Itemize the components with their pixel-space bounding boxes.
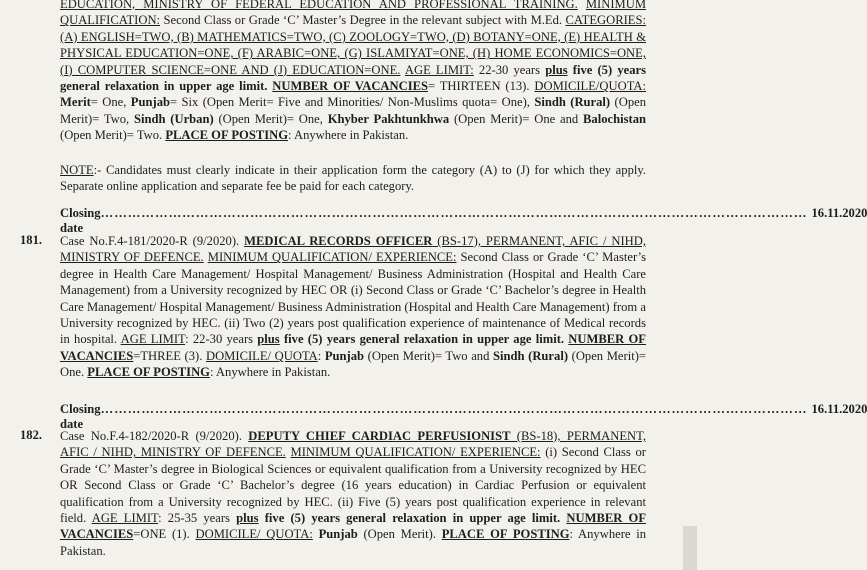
closing-date-label: Closing date	[60, 206, 101, 235]
case-182-section	[60, 428, 646, 559]
domicile-label: DOMICILE/ QUOTA:	[195, 527, 313, 542]
punjab-label: Punjab	[318, 527, 358, 542]
age-relax-text: five (5) years general relaxation in upper age limit.	[258, 511, 567, 526]
age-limit-label: AGE LIMIT	[91, 511, 159, 526]
domicile-text: :	[317, 348, 325, 363]
age-relax-text: five (5) years general relaxation in upper age limit.	[60, 62, 646, 94]
vacancies-text: =ONE (1).	[133, 527, 196, 542]
punjab-text: (Open Merit)= Two and	[364, 348, 494, 363]
posting-text: : Anywhere in Pakistan.	[288, 128, 409, 143]
age-relax-plus: plus	[545, 62, 568, 77]
punjab-label: Punjab	[324, 348, 365, 363]
case-181-section	[60, 233, 646, 381]
punjab-label: Punjab	[130, 95, 170, 110]
age-relax-text: five (5) years general relaxation in upper age limit.	[279, 332, 569, 347]
min-qual-label: MINIMUM QUALIFICATION:	[60, 0, 647, 28]
page-edge-shadow	[683, 526, 697, 570]
age-limit-text: : 22-30 years	[185, 332, 258, 347]
categories-text: (A) ENGLISH=TWO, (B) MATHEMATICS=TWO, (C) ZOOLOGY=TWO, (D) BOTANY=ONE, (E) HEALTH & PHYSICAL EDUCATION=ONE, (F) ARABIC=ONE, (G) ISLAMIYAT=ONE, (H) HOME ECONOMICS=ONE, (I) COMPUTER SCIENCE=ONE AND (J) EDUCATION=ONE.	[60, 29, 646, 77]
age-limit-label: AGE LIMIT:	[404, 62, 474, 77]
age-relax-plus: plus	[257, 332, 280, 347]
closing-date-label: Closing date	[60, 402, 101, 431]
note-text: :- Candidates must clearly indicate in their application form the category (A) to (J) for which they apply. Separate online application and separate fee be paid for each category.	[60, 163, 646, 194]
sindh-rural-text: (Open Merit)= One.	[60, 348, 646, 380]
note-label: NOTE	[60, 163, 94, 177]
note-paragraph	[60, 162, 646, 195]
post-title: MEDICAL RECORDS OFFICER	[244, 234, 433, 248]
min-qual-text: Second Class or Grade ‘C’ Master’s Degree in the relevant subject with M.Ed.	[160, 13, 566, 28]
closing-date-value: 16.11.2020	[811, 206, 867, 220]
closing-date-value: 16.11.2020	[811, 402, 867, 416]
posting-label: PLACE OF POSTING	[165, 128, 289, 143]
closing-date-line-top	[60, 206, 867, 236]
age-relax-plus: plus	[236, 511, 259, 526]
cut-line: EDUCATION, MINISTRY OF FEDERAL EDUCATION AND PROFESSIONAL TRAINING.	[60, 0, 578, 11]
kp-label: Khyber Pakhtunkhwa	[327, 111, 450, 126]
vacancies-label: NUMBER OF VACANCIES	[60, 332, 647, 363]
closing-date-dots: …………………………………………………………………………………………………………………………………………	[100, 206, 808, 220]
categories-label: CATEGORIES:	[565, 13, 646, 28]
case-ref: Case No.F.4-182/2020-R (9/2020).	[60, 429, 249, 443]
balochistan-text: (Open Merit)= Two.	[60, 128, 166, 143]
posting-text: : Anywhere in Pakistan.	[60, 527, 646, 558]
age-limit-text: : 25-35 years	[158, 511, 237, 526]
post-details: (BS-17), PERMANENT, AFIC / NIHD, MINISTRY OF DEFENCE.	[60, 234, 646, 265]
domicile-label: DOMICILE/ QUOTA	[205, 348, 318, 363]
closing-date-dots: …………………………………………………………………………………………………………………………………………	[100, 402, 808, 416]
min-qual-text: Second Class or Grade ‘C’ Master’s degree in Health Care Management/ Hospital Management/ Business Administration (Hospital and Health Care Management) from a University recognized by HEC OR (i) Second Class or Grade ‘C’ Bachelor’s degree in Health Care Management/ Hospital Management/ Business Administration (Hospital and Health Care Management) from a University recognized by HEC. (ii) Two (2) years post qualification experience of maintenance of Medical records in hospital.	[60, 250, 647, 347]
sindh-rural-label: Sindh (Rural)	[534, 95, 611, 110]
previous-case-section	[60, 0, 646, 144]
punjab-text: = Six (Open Merit= Five and Minorities/ Non-Muslims quota= One),	[170, 95, 535, 110]
posting-label: PLACE OF POSTING	[87, 365, 210, 380]
domicile-label: DOMICILE/QUOTA:	[534, 79, 646, 94]
vacancies-text: = THIRTEEN (13).	[428, 79, 535, 94]
case-number-182: 182.	[20, 428, 43, 442]
case-ref: Case No.F.4-181/2020-R (9/2020).	[60, 234, 245, 248]
posting-label: PLACE OF POSTING	[441, 527, 570, 542]
post-details: (BS-18), PERMANENT, AFIC / NIHD, MINISTRY OF DEFENCE.	[60, 429, 647, 460]
case-number-181: 181.	[20, 233, 43, 247]
min-qual-label: MINIMUM QUALIFICATION/ EXPERIENCE:	[290, 445, 541, 460]
min-qual-label: MINIMUM QUALIFICATION/ EXPERIENCE:	[207, 250, 457, 265]
balochistan-label: Balochistan	[583, 111, 646, 126]
sindh-rural-label: Sindh (Rural)	[493, 348, 569, 363]
age-limit-text: 22-30 years	[473, 62, 546, 77]
sindh-rural-text: (Open Merit)= Two,	[60, 95, 647, 126]
posting-text: : Anywhere in Pakistan.	[209, 365, 331, 380]
merit-label: Merit	[60, 95, 91, 110]
age-limit-label: AGE LIMIT	[120, 332, 186, 347]
sindh-urban-label: Sindh (Urban)	[133, 111, 214, 126]
min-qual-text: (i) Second Class or Grade ‘C’ Master’s degree in Biological Sciences or equivalent qualification from a University recognized by HEC OR Second Class or Grade ‘C’ Bachelor’s degree (16 years education) in Cardiac Perfusion or equivalent qualification from a University recognized by HEC. (ii) Five (5) years post qualification experience in relevant field.	[60, 445, 646, 526]
vacancies-text: =THREE (3).	[133, 348, 206, 363]
post-title: DEPUTY CHIEF CARDIAC PERFUSIONIST	[248, 429, 511, 443]
kp-text: (Open Merit)= One and	[449, 111, 584, 126]
vacancies-label: NUMBER OF VACANCIES	[272, 79, 429, 94]
sindh-urban-text: (Open Merit)= One,	[213, 111, 328, 126]
merit-text: = One,	[90, 95, 131, 110]
vacancies-label: NUMBER OF VACANCIES	[60, 511, 647, 542]
punjab-text: (Open Merit).	[357, 527, 442, 542]
